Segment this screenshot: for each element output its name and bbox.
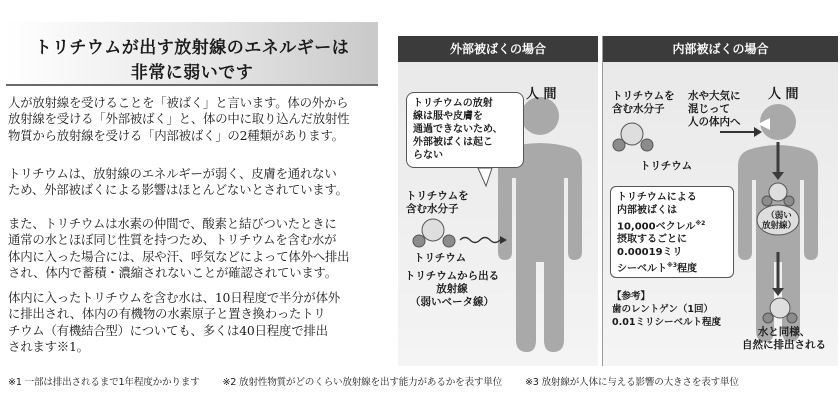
label-line: 水や大気に [688,90,741,102]
external-tritium-label: トリチウム [414,252,467,264]
label-line: トリチウムを [612,90,675,102]
bubble-line: 線は服や皮膚を [413,111,483,122]
weak-radiation-label [762,211,796,231]
reference-note [612,290,721,329]
info-line: トリチウムによる [617,192,697,203]
beta-ray-wave [460,238,500,243]
paragraph-line: トリチウムは、放射線のエネルギーが弱く、皮膚を通れない [8,166,337,181]
paragraph-line: 体内に入った場合には、尿や汗、呼気などによって体外へ排出 [8,248,350,264]
label-line: 水と同様、 [757,326,811,338]
bubble-line: 通過できないため、 [413,124,503,135]
intake-arrowhead [754,127,762,137]
internal-exposure-header: 内部被ばくの場合 [603,36,838,62]
label-line: 含む水分子 [612,103,665,115]
paragraph-line: 体内に入ったトリチウムを含む水は、10日程度で半分が体外 [8,290,340,305]
label-line: 自然に排出される [742,339,826,351]
label-line: 含む水分子 [406,203,459,215]
paragraph-line: ため、外部被ばくによる影響はほとんどないとされています。 [8,182,348,198]
info-line: 0.00019ミリ [617,247,683,259]
footnote-mark-2: ※2 [695,220,706,227]
intake-label [688,90,741,129]
external-exposure-header: 外部被ばくの場合 [398,36,598,62]
internal-tritium-label: トリチウム [640,160,693,172]
external-water-molecule [413,219,455,247]
paragraph-line: 通常の水とほぼ同じ性質を持つため、トリチウムを含む水が [8,232,337,248]
reference-line: 0.01ミリシーベルト程度 [612,317,721,328]
label-line: トリチウムから出る [404,270,500,282]
bubble-line: 外部被ばくは起こ [413,137,493,148]
label-line: トリチウムを [406,190,469,202]
info-line: シーベルト$^{※3}$程度 [617,262,698,275]
paragraph-line: 放射線を受ける「外部被ばく」と、体の中に取り込んだ放射性 [8,111,350,127]
bubble-line: らない [413,150,443,161]
internal-exposure-info-box [610,186,734,278]
reference-line: 歯のレントゲン（1回） [612,304,713,315]
info-line: 10,000ベクレル$^{※2}$ [617,220,706,233]
paragraph-line: に排出され、体内の有機物の水素原子と置き換わったトリ [8,306,326,322]
footnote-3: ※3 放射線が人体に与える影響の大きさを表す単位 [524,377,739,388]
external-person-label: 人 間 [526,87,557,102]
paragraph-line: 物質から放射線を受ける「内部被ばく」の2種類があります。 [8,127,344,143]
paragraph-line: また、トリチウムは水素の仲間で、酸素と結びついたときに [8,216,337,231]
paragraph-line: チウム（有機結合型）についても、多くは40日程度で排出 [8,322,328,338]
reference-line: 【参考】 [612,291,651,302]
label-line: （弱い [766,211,792,221]
footnote-1: ※1 一部は排出されるまで1年程度かかります [8,377,200,388]
bubble-tail [478,168,492,186]
article-title-line-1: トリチウムが出す放射線のエネルギーは [34,38,350,58]
article-title-line-2: 非常に弱いです [130,63,254,83]
info-line: 摂取するごとに [617,234,687,246]
label-line: 放射線） [762,221,797,231]
external-water-label [406,190,469,216]
external-ray-label [402,270,502,309]
internal-person-label: 人 間 [768,87,799,102]
bubble-line: トリチウムの放射 [413,98,493,109]
footnote-mark-3: ※3 [667,262,678,270]
paragraph-line: されます※1。 [8,339,89,355]
external-speech-bubble [406,92,524,168]
label-line: 放射線 [436,283,468,295]
paragraph-line: され、体内で蓄積・濃縮されないことが確認されています。 [8,265,337,281]
label-line: 混じって [688,103,730,115]
paragraph-line: 人が放射線を受けることを「被ばく」と言います。体の外から [8,95,349,110]
info-line: 内部被ばくは [617,205,677,216]
footnote-2: ※2 放射性物質がどのくらい放射線を出す能力があるかを表す単位 [222,377,503,388]
label-line: 人の体内へ [688,116,741,128]
label-line: （弱いベータ線） [410,296,494,308]
excretion-label [738,326,830,352]
internal-water-label [612,90,675,116]
internal-water-molecule [613,123,653,151]
